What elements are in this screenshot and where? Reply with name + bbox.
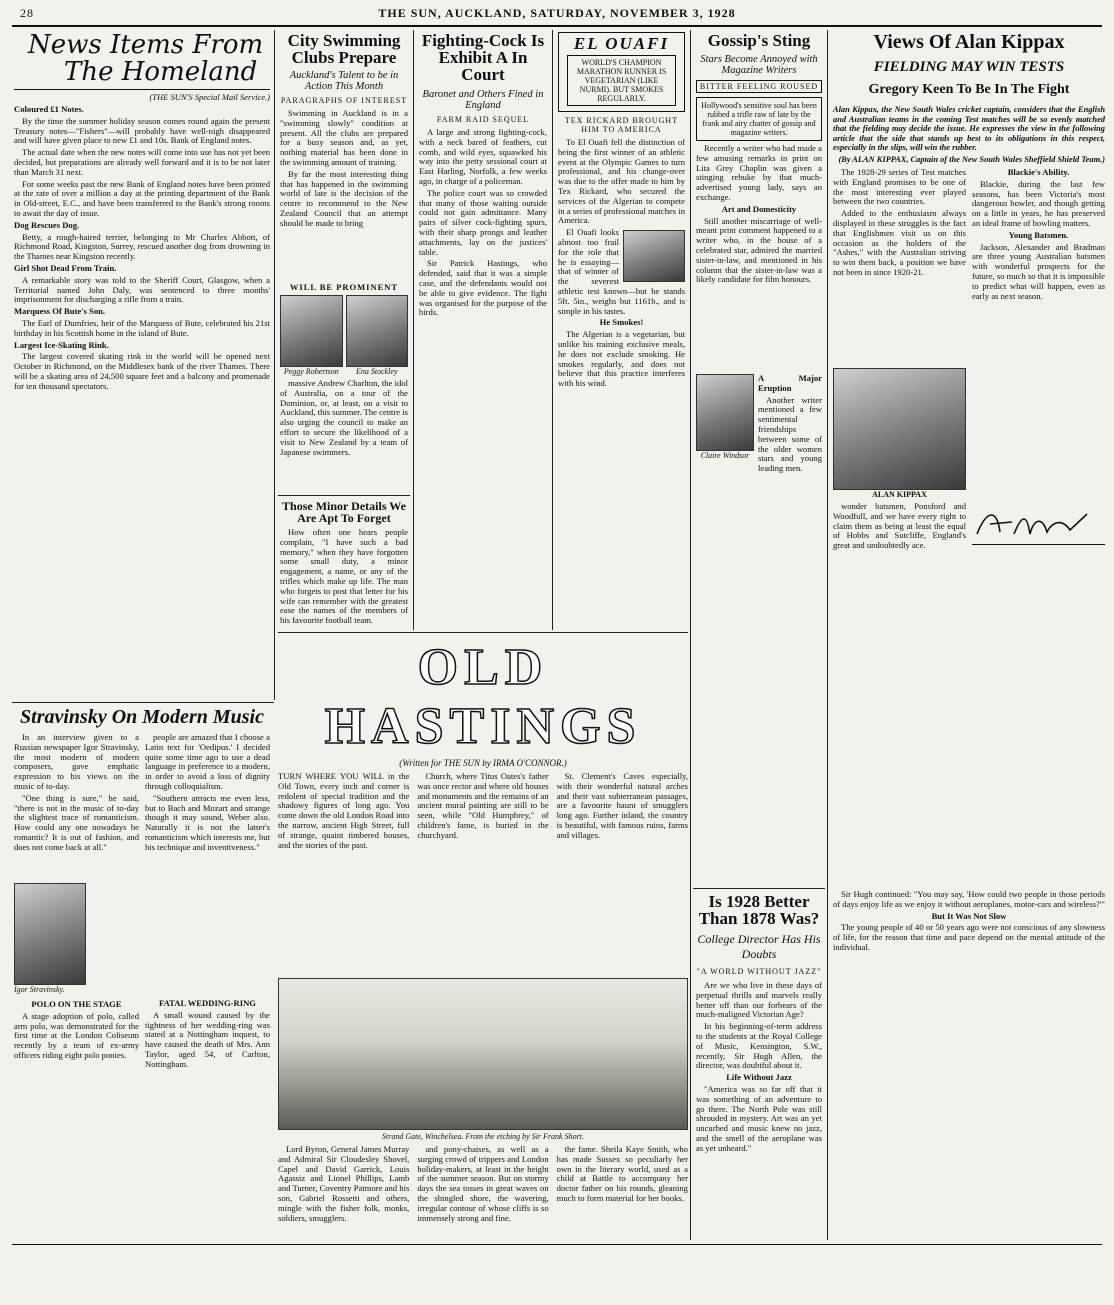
swimming-article <box>280 32 408 559</box>
kippax-body-continued <box>833 890 1105 1240</box>
paragraph: By the time the summer holiday season comes round again the present Treasury notes—"Fishers"—will probably have well-nigh disappeared and will have given place to new £1 and 10s. Bank of England notes. <box>14 115 270 146</box>
old-hastings-heading: OLD HASTINGS <box>324 639 642 755</box>
divider <box>278 632 688 633</box>
paragraph: people are amazed that I choose a Latin text for 'Oedipus.' I decided quite some time ago to use a dead language in preference to a modern, in order to avoid a loss of dignity through colloquialism. <box>145 732 270 791</box>
old-hastings-column <box>557 1145 688 1305</box>
photo-caption: Claire Windsor <box>700 451 750 460</box>
paragraph: Church, where Titus Oates's father was once rector and where old houses and monuments and the remains of an ancient mural painting are still to be seen, while "Old Humphrey," of children's fame, is buried in the churchyard. <box>417 771 549 840</box>
kippax-body <box>972 168 1105 498</box>
subhead: Coloured £1 Notes. <box>14 104 84 114</box>
column-rule <box>552 30 553 630</box>
paragraph: wonder batsmen, Ponsford and Woodfull, and we have every right to claim them as being at least the equal of Hobbs and Sutcliffe, England's great and undoubtedly ace. <box>833 500 966 551</box>
paragraph: Are we who live in these days of perpetual thrills and marvels really better off than our forbears of the much-maligned Victorian Age? <box>696 980 822 1020</box>
paragraph: Sir Hugh continued: "You may say, 'How could two people in those periods of days enjoy life as we enjoy it without aeroplanes, motor-cars and wireless?'" <box>833 889 1105 909</box>
minor-details-body <box>280 528 408 628</box>
paragraph: The Earl of Dumfries, heir of the Marquess of Bute, celebrated his 21st birthday in his Scottish home in the island of Bute. <box>14 317 270 338</box>
paragraph: the fame. Sheila Kaye Smith, who has made Sussex so peculiarly her own in the literary world, used as a child at Battle to accompany her doctor father on his rounds, gleaning much to form material for her books. <box>556 1144 688 1203</box>
paragraph: For some weeks past the new Bank of England notes have been printed at the rate of over a million a day at the printing department of the Bank in Old-street, E.C., and have been transferred to the Bank's strong rooms to await the day of issue. <box>14 178 270 218</box>
news-items-service-line: (THE SUN'S Special Mail Service.) <box>14 89 270 102</box>
paragraph: The 1928-29 series of Test matches with England promises to be one of the most interesting ever played between the two countries. <box>833 166 966 207</box>
kippax-subheading-2: Gregory Keen To Be In The Fight <box>868 82 1070 97</box>
paragraph: Added to the enthusiasm always displayed in these struggles is the fact that Englishmen visit us on this occasion as the holders of the "Ashes," with the Australian striving to win them back, a position we have not been in since 1920-21. <box>833 208 966 277</box>
subhead: A Major Eruption <box>758 373 822 393</box>
kippax-body <box>833 502 966 702</box>
paragraph: The largest covered skating rink in the world will be opened next October in Richmond, on the Middlesex bank of the river Thames. There will be a skating area of 24,500 square feet and a balcony and promenade for ten thousand spectators. <box>14 351 270 391</box>
fighting-cock-kicker: FARM RAID SEQUEL <box>436 115 530 124</box>
kippax-byline: (By ALAN KIPPAX, Captain of the New South Wales Sheffield Shield Team.) <box>838 154 1105 164</box>
divider <box>278 495 410 496</box>
column-rule <box>274 30 275 700</box>
year-1928-body <box>696 981 822 1221</box>
subhead: Dog Rescues Dog. <box>14 219 80 230</box>
news-items-heading-line2: The Homeland <box>64 57 258 87</box>
paragraph: By far the most interesting thing that has happened in the swimming world of late is the decision of the centre to recommend to the New Zealand Council that an attempt should be made to bring <box>280 168 408 228</box>
fighting-cock-article <box>419 32 547 588</box>
kippax-column-left <box>833 168 966 702</box>
stravinsky-body <box>145 733 270 993</box>
paragraph: El Ouafi looks almost too frail for the role that he is essaying—that of winner of the severest athletic test known—but he stands 5ft. 5in., weighs but 1161b., and is simple in his tastes. <box>558 227 685 316</box>
paragraph: Still another miscarriage of well-meant print comment happened to a writer who, in the house of a celebrated star, admired the married sister-in-law, and mentioned in his column that the sister-in-law was a likely candidate for film honours. <box>696 215 822 285</box>
swimming-heading: City Swimming Clubs Prepare <box>287 31 401 67</box>
subhead: Blackie's Ability. <box>1007 166 1070 177</box>
kippax-intro: Alan Kippax, the New South Wales cricket captain, considers that the English and Australian teams in the coming Test matches will be so evenly matched that the fielding may decide the issue. He expresses the view in the following article that the side that stands up best to its obligations in this respect, especially in the slips, will win the rubber. <box>833 105 1105 153</box>
minor-details-article <box>280 500 408 628</box>
el-ouafi-kicker: TEX RICKARD BROUGHT HIM TO AMERICA <box>564 116 679 134</box>
paragraph: To El Ouafi fell the distinction of being the first winner of an athletic event at the Olympic Games to turn professional, and his change-over was due to the offer made to him by Tex Rickard, who secured the services of the Algerian to compete in a series of professional matches in America. <box>558 137 685 226</box>
claire-windsor-photo <box>696 374 754 451</box>
wedding-ring-article <box>145 999 270 1079</box>
minor-details-heading: Those Minor Details We Are Apt To Forget <box>282 499 406 525</box>
etching-caption: Strand Gate, Winchelsea. From the etching by Sir Frank Short. <box>382 1132 584 1141</box>
old-hastings-column <box>557 772 688 972</box>
old-hastings-column <box>278 772 409 972</box>
paragraph: "One thing is sure," he said, "there is not in the music of to-day the slightest trace of romanticism. How could any one nowadays be romantic? It is out of fashion, and does not come back at all." <box>14 792 139 852</box>
divider <box>693 888 825 889</box>
kippax-column-right <box>972 168 1105 702</box>
year-1928-subheading: College Director Has His Doubts <box>697 932 821 961</box>
paragraph: "Southern attracts me even less, but to Bach and Mozart and strange though it may sound, Weber also. Naturally it is not the latter's romanticism which interests me, but his technique and inventiveness." <box>145 792 270 852</box>
fighting-cock-body <box>419 128 547 588</box>
subhead: Largest Ice-Skating Rink. <box>14 339 109 350</box>
kippax-signature <box>972 504 1105 545</box>
claire-windsor-figure <box>696 374 754 460</box>
subhead: Life Without Jazz <box>726 1072 792 1083</box>
paragraph: and pony-chaises, as well as a surging crowd of trippers and London holiday-makers, at least in the height of the summer season. But on stormy days the sea tosses in great waves on the shingled shore, the wavering, irregular contour of whose cliffs is so immensely strong and fine. <box>417 1144 549 1223</box>
bottom-rule <box>12 1244 1102 1245</box>
paragraph: In an interview given to a Russian newspaper Igor Stravinsky, the most modern of modern composers, gave emphatic expression to his views on the music of to-day. <box>14 732 139 791</box>
masthead-rule <box>12 25 1102 27</box>
stravinsky-column-right <box>145 733 270 1079</box>
masthead <box>12 4 1102 24</box>
signature-mark <box>972 504 1092 542</box>
divider <box>12 702 274 703</box>
news-items-body <box>14 105 270 705</box>
el-ouafi-body <box>558 138 685 568</box>
paragraph: The police court was so crowded that many of those waiting outside could not gain admittance. Many pairs of silver cock-fighting spurs, with their sharp prongs and leather attachments, lay on the justices' table. <box>419 187 547 257</box>
kippax-article <box>833 32 1105 702</box>
strand-gate-etching <box>278 978 688 1130</box>
paragraph: massive Andrew Charlton, the idol of Australia, on a tour of the Dominion, or, at least, on a visit to Auckland, this summer. The centre is also urging the council to make an effort to secure the likelihood of a visit to New Zealand by a team of Japanese swimmers. <box>280 378 409 457</box>
photo-caption: Ena Stockley <box>355 367 398 376</box>
will-be-prominent-label: WILL BE PROMINENT <box>289 282 399 292</box>
alan-kippax-photo <box>833 368 966 490</box>
kippax-continuation <box>833 890 1105 1240</box>
photo-caption: Peggy Robertson <box>283 367 339 376</box>
gossip-article <box>696 31 822 474</box>
swimmer-photo <box>346 295 409 367</box>
swimming-body <box>280 109 408 279</box>
paragraph: A small wound caused by the tightness of her wedding-ring was stated at a Nottingham inquest, to have caused the death of Mrs. Ann Taylor, aged 54, of Carlton, Nottingham. <box>145 1009 270 1069</box>
subhead: POLO ON THE STAGE <box>31 999 122 1009</box>
year-1928-article <box>696 893 822 1221</box>
gossip-kicker: BITTER FEELING ROUSED <box>696 80 822 93</box>
paragraph: Betty, a rough-haired terrier, belonging to Mr Charles Abbott, of Richmond Road, Kingston, Surrey, rescued another dog from drowning in the Thames near Kingston recently. <box>14 231 270 262</box>
kippax-heading: Views Of Alan Kippax <box>873 31 1065 53</box>
old-hastings-text-columns-lower <box>278 1145 688 1305</box>
gossip-heading: Gossip's Sting <box>707 31 811 50</box>
newspaper-dateline: THE SUN, AUCKLAND, SATURDAY, NOVEMBER 3, 1928 <box>378 6 736 20</box>
stravinsky-column-left <box>14 733 139 1079</box>
old-hastings-article <box>278 638 688 1305</box>
stravinsky-body <box>14 733 139 883</box>
stravinsky-photo <box>14 883 86 985</box>
subhead: Art and Domesticity <box>721 203 797 214</box>
column-rule <box>413 30 414 630</box>
subhead: Girl Shot Dead From Train. <box>14 262 117 273</box>
news-items-article <box>14 32 270 705</box>
polo-article <box>14 1000 139 1060</box>
kippax-body <box>833 168 966 368</box>
paragraph: Lord Byron, General James Murray and Admiral Sir Cloudesley Shovel, Capel and David Garrick, Louis Agassiz and Lionel Phillips, Lamb and Turner, Coventry Patmore and his son, Gabriel Rossetti and others, mingle with the fisher folk, monks, soldiers, smugglers. <box>278 1144 410 1223</box>
paragraph: St. Clement's Caves especially, with their wonderful natural arches and their vast subterranean passages, are a favourite haunt of smugglers long ago. Further inland, the country is beautiful, with famous ruins, farms and villages. <box>556 771 688 840</box>
paragraph: Recently a writer who had made a few amusing remarks in print on Lita Grey Chaplin was given a stinging rebuke by that much-advertised young lady, says an exchange. <box>696 143 822 202</box>
paragraph: Blackie, during the last few seasons, has been Victoria's most dangerous bowler, and though getting on a little in years, he has preserved an ideal frame of bowling matters. <box>972 178 1105 228</box>
swimming-subheading: Auckland's Talent to be in Action This Month <box>289 70 399 92</box>
paragraph: A large and strong fighting-cock, with a neck bared of feathers, cut comb, and wild eyes, squawked his way into the petty sessional court at East Harling, Norfolk, a few weeks ago, in charge of a policeman. <box>419 127 547 186</box>
news-items-heading-line1: News Items From <box>28 30 264 60</box>
paragraph: Jackson, Alexander and Bradman are three young Australian batsmen with wonderful prospects for the future, so much so that it is impossible to predict what will happen, even as early as next season. <box>972 241 1105 301</box>
el-ouafi-photo <box>623 230 685 282</box>
el-ouafi-article <box>558 32 685 568</box>
swimming-kicker: PARAGRAPHS OF INTEREST <box>280 96 408 105</box>
column-rule <box>690 30 691 1240</box>
paragraph: A stage adoption of polo, called arm polo, was demonstrated for the first time at the London Coliseum recently by a team of ex-army officers riding eight polo ponies. <box>14 1010 139 1060</box>
paragraph: "America was so far off that it was something of an adventure to go there. The North Pole was still shrouded in mystery. Art was an yet uncurbed and music knew no jazz, and the smell of the aeroplane was as yet unheard." <box>696 1083 822 1153</box>
photo-caption: ALAN KIPPAX <box>872 489 927 499</box>
fighting-cock-heading: Fighting-Cock Is Exhibit A In Court <box>421 31 545 84</box>
paragraph: A remarkable story was told to the Sheriff Court, Glasgow, when a Territorial named John Daly, was sentenced to three months' imprisonment for discharging a rifle from a train. <box>14 274 270 305</box>
swimmer-photos <box>280 295 408 376</box>
kippax-columns <box>833 168 1105 702</box>
stravinsky-columns <box>14 733 270 1079</box>
old-hastings-text-columns <box>278 772 688 972</box>
paragraph: TURN WHERE YOU WILL in the Old Town, every inch and corner is redolent of special tradition and the shadowy figures of long ago. You come down the old London Road into the narrow, ancient High Street, full of strange, quaint timbered houses, and the stories of the past. <box>278 771 410 850</box>
column-rule <box>827 30 828 1240</box>
paragraph: In his beginning-of-term address to the students at the Royal College of Music, Kensington, S.W., recently, Sir Hugh Allen, the director, was doubtful about it. <box>696 1021 822 1071</box>
paragraph: The actual date when the new notes will come into use has not yet been decided, but preparations are already well forward and it is to be not later than March 31 next. <box>14 147 270 177</box>
old-hastings-column <box>417 772 548 972</box>
page-number: 28 <box>20 6 34 20</box>
paragraph: The young people of 40 or 50 years ago were not conscious of any slowness of life, for the reason that time and pace depend on the mental attitude of the individual. <box>833 922 1105 952</box>
el-ouafi-summary-box: WORLD'S CHAMPION MARATHON RUNNER IS VEGETARIAN (LIKE NURMI). BUT SMOKES REGULARLY. <box>567 55 676 106</box>
old-hastings-column <box>278 1145 409 1305</box>
fighting-cock-subheading: Baronet and Others Fined in England <box>422 89 544 111</box>
paragraph: Sir Patrick Hastings, who defended, said that it was a simple case, and the defendants would not be able to give evidence. The fight was organised for the purpose of the birds. <box>419 258 547 318</box>
gossip-summary-box: Hollywood's sensitive soul has been rubbed a trifle raw of late by the frank and airy chatter of gossip and magazine writers. <box>696 97 822 141</box>
gossip-photo-row <box>696 373 822 474</box>
photo-ena-stockley <box>346 295 409 376</box>
stravinsky-heading: Stravinsky On Modern Music <box>20 706 264 728</box>
photo-peggy-robertson <box>280 295 343 376</box>
subhead: Marquess Of Bute's Son. <box>14 306 106 317</box>
year-1928-heading: Is 1928 Better Than 1878 Was? <box>698 892 820 928</box>
stravinsky-article <box>14 706 270 1079</box>
year-1928-kicker: "A WORLD WITHOUT JAZZ" <box>696 967 822 976</box>
paragraph: The Algerian is a vegetarian, but unlike his training exclusive meals, he does not exclude smoking. He smokes regularly, and does not believe that this practice interferes with his wind. <box>558 329 685 389</box>
subhead: FATAL WEDDING-RING <box>158 998 256 1008</box>
paragraph: How often one hears people complain, "I have such a bad memory," when they have forgotten some small duty, a minor engagement, a name, or any of the trifles which make up life. The man who forgets to post that letter for his wife can remember with the greatest ease the names of the members of his favourite football team. <box>280 527 408 626</box>
old-hastings-column <box>417 1145 548 1305</box>
gossip-subheading: Stars Become Annoyed with Magazine Writers <box>700 54 818 76</box>
photo-caption: Igor Stravinsky. <box>14 985 65 994</box>
subhead: He Smokes! <box>599 317 644 328</box>
el-ouafi-headline-box <box>558 32 685 112</box>
subhead: Young Batsmen. <box>1008 229 1069 240</box>
swimmer-photo <box>280 295 343 367</box>
el-ouafi-heading: EL OUAFI <box>573 34 670 53</box>
paragraph: Swimming in Auckland is in a "swimming slowly" condition at present. All the clubs are prepared for a busy season and, as yet, nothing material has been done in the swimming amount of training. <box>280 108 408 167</box>
gossip-body <box>696 144 822 374</box>
old-hastings-byline: (Written for THE SUN by IRMA O'CONNOR.) <box>399 758 567 768</box>
subhead: But It Was Not Slow <box>931 910 1007 921</box>
paragraph: Another writer mentioned a few sentimental friendships between some of the older women stars and young leading men. <box>758 394 822 474</box>
kippax-subheading: FIELDING MAY WIN TESTS <box>873 59 1065 75</box>
gossip-body-side <box>758 373 822 474</box>
